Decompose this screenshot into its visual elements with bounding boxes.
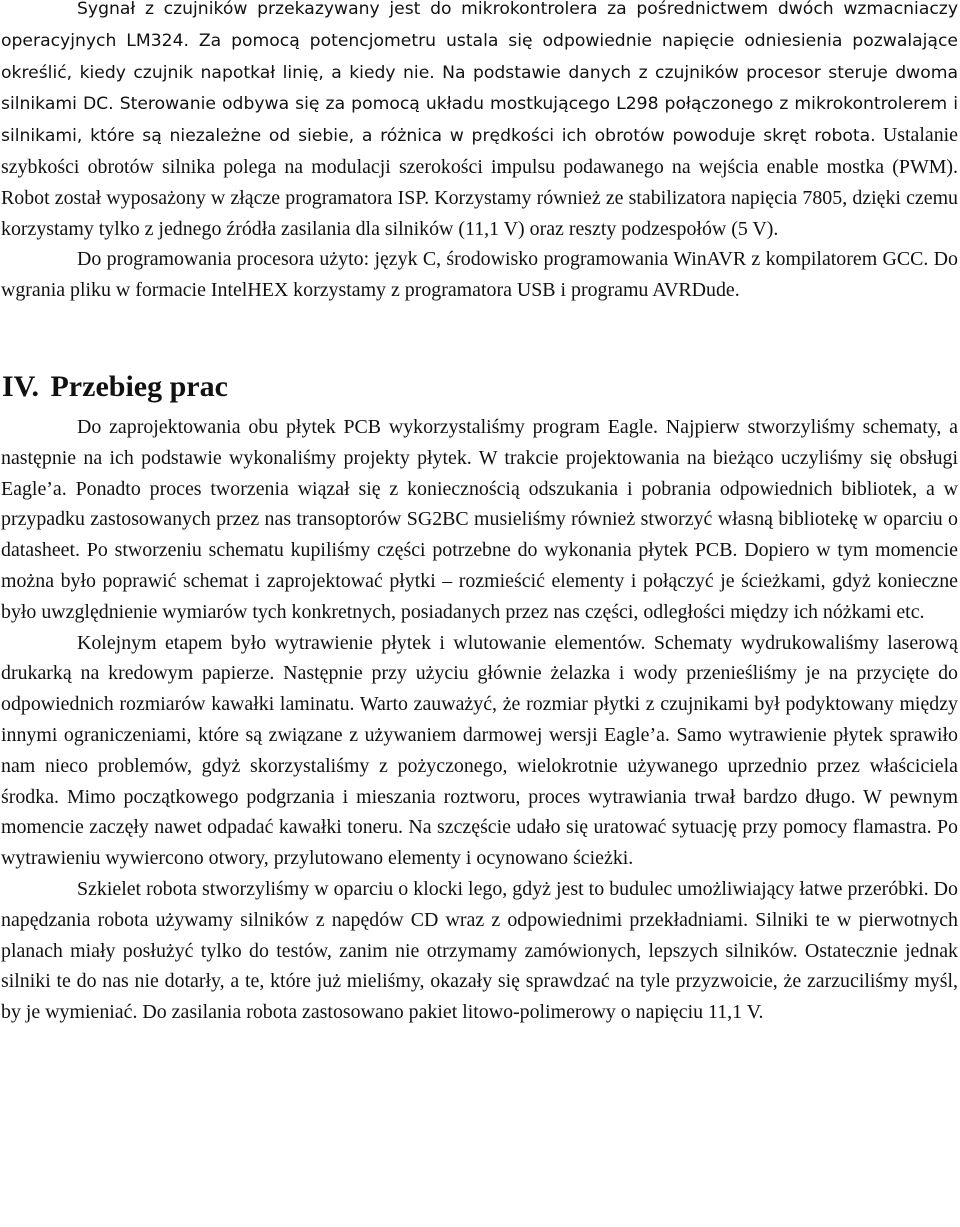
body-paragraph-2: Kolejnym etapem było wytrawienie płytek i wlutowanie elementów. Schematy wydrukowaliśmy laserową drukarką na kredowym papierze. Następnie przy użyciu głównie żelazka i wody przenieśliśmy je na przycięte do odpowiednich rozmiarów kawałki laminatu. Warto zauważyć, że rozmiar płytki z czujnikami był podyktowany między innymi ograniczeniami, które są związane z używaniem darmowej wersji Eagle’a. Samo wytrawienie płytek sprawiło nam nieco problemów, gdyż skorzystaliśmy z pożyczonego, wielokrotnie używanego uprzednio przez właściciela środka. Mimo początkowego podgrzania i mieszania roztworu, proces wytrawiania trwał bardzo długo. W pewnym momencie zaczęły nawet odpadać kawałki toneru. Na szczęście udało się uratować sytuację przy pomocy flamastra. Po wytrawieniu wywiercono otwory, przylutowano elementy i ocynowano ścieżki. <box>1 631 958 870</box>
intro-paragraph-1-sans-text: Sygnał z czujników przekazywany jest do mikrokontrolera za pośrednictwem dwóch wzmacniaczy operacyjnych LM324. Za pomocą potencjometru ustala się odpowiednie napięcie odniesienia pozwalające określić, kiedy czujnik napotkał linię, a kiedy nie. Na podstawie danych z czujników procesor steruje dwoma silnikami DC. Sterowanie odbywa się za pomocą układu mostkującego L298 połączonego z mikrokontrolerem i silnikami, które są niezależne od siebie, a różnica w prędkości ich obrotów powoduje skręt robota. <box>1 0 958 147</box>
body-paragraph-1: Do zaprojektowania obu płytek PCB wykorzystaliśmy program Eagle. Najpierw stworzyliśmy schematy, a następnie na ich podstawie wykonaliśmy projekty płytek. W trakcie projektowania na bieżąco uczyliśmy się obsługi Eagle’a. Ponadto proces tworzenia wiązał się z koniecznością odszukania i pobrania odpowiednich bibliotek, a w przypadku zastosowanych przez nas transoptorów SG2BC musieliśmy również stworzyć własną bibliotekę w oparciu o datasheet. Po stworzeniu schematu kupiliśmy części potrzebne do wykonania płytek PCB. Dopiero w tym momencie można było poprawić schemat i zaprojektować płytki – rozmieścić elementy i połączyć je ścieżkami, gdyż konieczne było uwzględnienie wymiarów tych konkretnych, posiadanych przez nas części, odległości między ich nóżkami etc. <box>1 415 958 623</box>
intro-paragraph-2: Do programowania procesora użyto: język C, środowisko programowania WinAVR z kompilatorem GCC. Do wgrania pliku w formacie IntelHEX korzystamy z programatora USB i programu AVRDude. <box>1 248 958 302</box>
section-number: IV. <box>2 369 39 403</box>
section-title-text: Przebieg prac <box>50 369 228 403</box>
section-title <box>2 370 958 404</box>
body-paragraph-3: Szkielet robota stworzyliśmy w oparciu o klocki lego, gdyż jest to budulec umożliwiający łatwe przeróbki. Do napędzania robota używamy silników z napędów CD wraz z odpowiednimi przekładniami. Silniki te w pierwotnych planach miały posłużyć tylko do testów, zanim nie otrzymamy zamówionych, lepszych silników. Ostatecznie jednak silniki te do nas nie dotarły, a te, które już mieliśmy, okazały się sprawdzać na tyle przyzwoicie, że zarzuciliśmy myśl, by je wymieniać. Do zasilania robota zastosowano pakiet litowo-polimerowy o napięciu 11,1 V. <box>1 877 958 1024</box>
intro-paragraph-1-serif-text: Ustalanie szybkości obrotów silnika polega na modulacji szerokości impulsu podawanego na wejścia enable mostka (PWM). Robot został wyposażony w złącze programatora ISP. Korzystamy również ze stabilizatora napięcia 7805, dzięki czemu korzystamy tylko z jednego źródła zasilania dla silników (11,1 V) oraz reszty podzespołów (5 V). <box>1 124 958 240</box>
section-heading <box>1 370 958 404</box>
intro-paragraph-1 <box>1 0 958 244</box>
